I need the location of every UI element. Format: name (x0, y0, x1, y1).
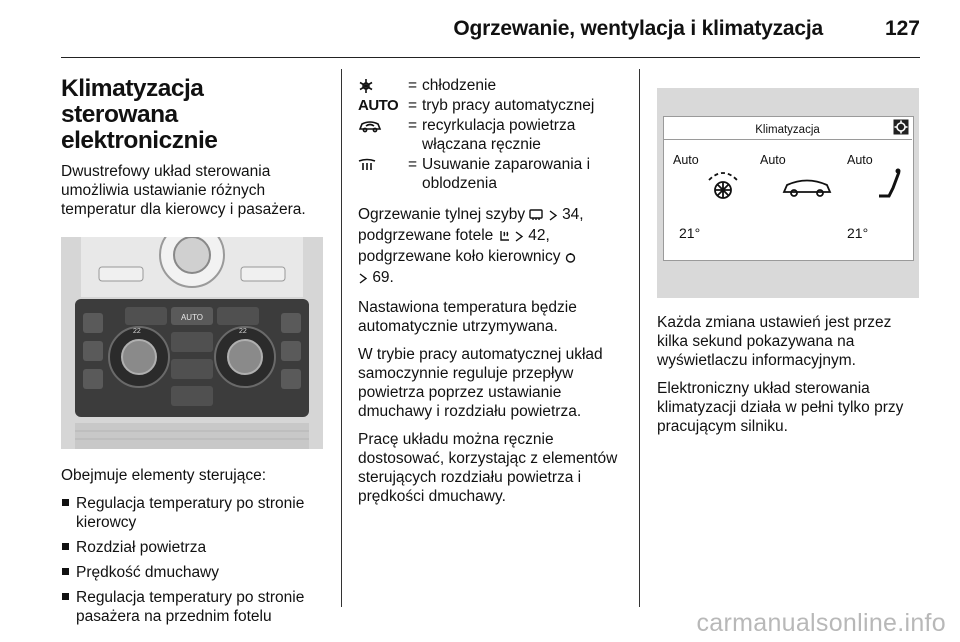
controls-list (61, 494, 326, 626)
heated-seats-text: podgrzewane fotele (358, 227, 494, 244)
control-panel-illustration (61, 237, 323, 449)
windshield-defrost-icon (358, 155, 408, 174)
control-panel-photo (61, 237, 323, 449)
heated-seat-icon (498, 228, 510, 247)
car-airflow-icon (781, 176, 833, 203)
intro-paragraph: Dwustrefowy układ sterowania umożliwia ustawianie różnych temperatur dla kierowcy i pasażera. (61, 163, 306, 218)
watermark: carmanualsonline.info (696, 609, 946, 637)
photo-scale-right: 22 (239, 328, 247, 335)
page-reference: 69. (372, 269, 394, 286)
legend-row-auto (358, 96, 623, 115)
section-title: Klimatyzacja sterowana elektronicznie (61, 75, 218, 154)
temperature-paragraph: Nastawiona temperatura będzie automatycznie utrzymywana. (358, 299, 577, 335)
heated-steering-wheel-icon (565, 249, 576, 268)
legend-row-recirculation (358, 116, 623, 154)
heated-features-paragraph (358, 205, 623, 289)
list-item: Prędkość dmuchawy (61, 563, 326, 582)
fan-icon (705, 168, 741, 205)
legend-desc: tryb pracy automatycznej (422, 97, 595, 114)
page-reference: 34, (562, 206, 584, 223)
page-reference-arrow-icon (514, 228, 524, 247)
rear-window-heating-icon (529, 207, 543, 226)
photo-scale-left: 22 (133, 328, 141, 335)
seat-airflow-icon (875, 168, 903, 203)
elements-heading: Obejmuje elementy sterujące: (61, 467, 267, 484)
page-reference-arrow-icon (358, 270, 368, 289)
legend-equals: = (408, 77, 418, 94)
snowflake-icon (358, 76, 408, 95)
display-label-distribution: Auto (760, 153, 786, 167)
settings-change-paragraph: Każda zmiana ustawień jest przez kilka sekund pokazywana na wyświetlaczu informacyjnym. (657, 314, 892, 369)
header-title: Ogrzewanie, wentylacja i klimatyzacja (453, 17, 823, 40)
display-temp-driver: 21° (679, 225, 701, 241)
rear-window-heating-text: Ogrzewanie tylnej szyby (358, 206, 526, 223)
column-3 (657, 70, 922, 445)
list-item: Rozdział powietrza (61, 538, 326, 557)
info-display-illustration (657, 88, 919, 298)
column-1 (61, 70, 326, 632)
legend-desc: recyrkulacja powietrza włączana ręcznie (422, 117, 576, 153)
legend-row-cooling (358, 76, 623, 95)
heated-steering-wheel-text: podgrzewane koło kierownicy (358, 248, 561, 265)
page-number: 127 (884, 17, 920, 40)
header-rule (61, 57, 920, 58)
column-2 (358, 70, 623, 515)
display-temp-passenger: 21° (847, 225, 869, 241)
auto-mode-paragraph: W trybie pracy automatycznej układ samoczynnie reguluje przepływ powietrza poprzez ustawianie dmuchawy i rozdziału powietrza. (358, 346, 603, 420)
legend-equals: = (408, 156, 418, 173)
column-divider-left (341, 69, 342, 607)
engine-running-paragraph: Elektroniczny układ sterowania klimatyzacji działa w pełni tylko przy pracującym silniku. (657, 380, 904, 435)
legend-equals: = (408, 117, 418, 134)
settings-icon (893, 119, 909, 140)
list-item: Regulacja temperatury po stronie kierowcy (61, 494, 326, 532)
legend-row-defrost (358, 155, 623, 193)
auto-symbol: AUTO (358, 97, 399, 114)
recirculation-car-icon (358, 116, 408, 135)
page-reference: 42, (528, 227, 550, 244)
display-label-seat: Auto (847, 153, 873, 167)
legend-desc: Usuwanie zaparowania i oblodzenia (422, 156, 591, 192)
photo-auto-label: AUTO (180, 313, 204, 322)
page-reference-arrow-icon (548, 207, 558, 226)
display-label-fan: Auto (673, 153, 699, 167)
display-divider (663, 139, 912, 140)
legend-desc: chłodzenie (422, 77, 497, 94)
column-divider-right (639, 69, 640, 607)
display-title: Klimatyzacja (755, 124, 820, 136)
symbol-legend (358, 76, 623, 193)
manual-adjust-paragraph: Pracę układu można ręcznie dostosować, korzystając z elementów sterujących rozdziału powietrza i prędkości dmuchawy. (358, 431, 618, 505)
list-item: Regulacja temperatury po stronie pasażera na przednim fotelu (61, 588, 326, 626)
legend-equals: = (408, 97, 418, 114)
